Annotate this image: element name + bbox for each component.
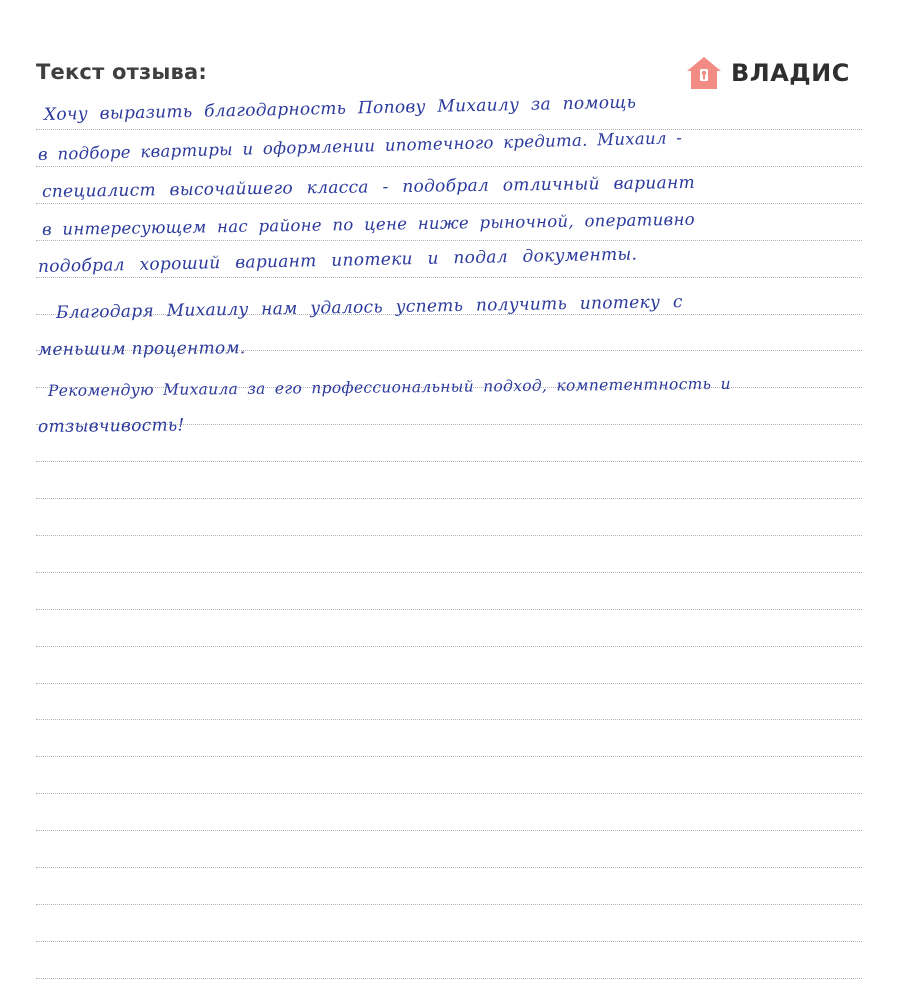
review-line: Хочу выразить благодарность Попову Михаилу за помощь	[43, 92, 637, 125]
review-line: в подборе квартиры и оформлении ипотечного кредита. Михаил -	[37, 128, 683, 164]
page-title: Текст отзыва:	[36, 60, 207, 84]
review-line: специалист высочайшего класса - подобрал отличный вариант	[41, 172, 696, 202]
review-line: отзывчивость!	[37, 415, 185, 437]
review-line: Благодаря Михаилу нам удалось успеть получить ипотеку с	[55, 292, 683, 323]
review-line: Рекомендую Михаила за его профессиональный подход, компетентность и	[47, 374, 731, 400]
review-line: меньшим процентом.	[37, 338, 246, 360]
review-line: подобрал хороший вариант ипотеки и подал документы.	[37, 244, 638, 277]
logo-text: ВЛАДИС	[731, 59, 850, 87]
review-text	[36, 0, 862, 1000]
review-line: в интересующем нас районе по цене ниже рыночной, оперативно	[41, 209, 696, 239]
